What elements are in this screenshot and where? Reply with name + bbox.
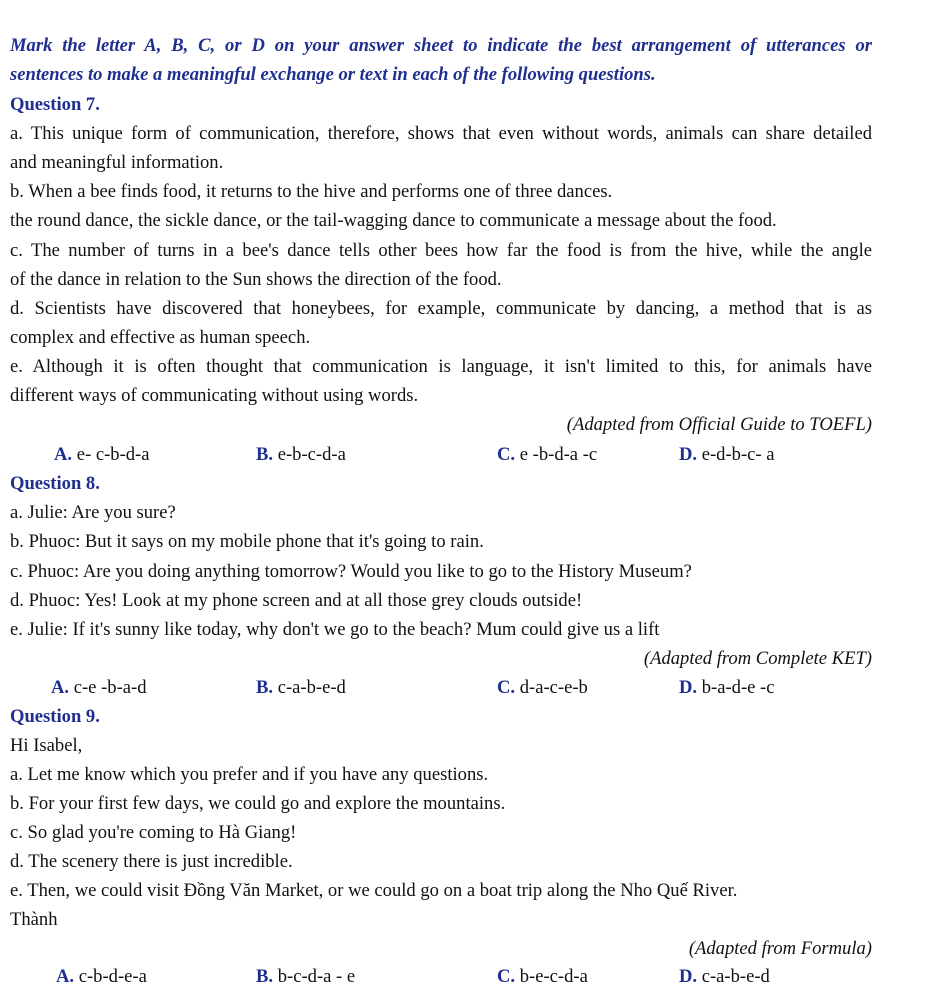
option-text: e -b-d-a -c	[519, 444, 598, 465]
q7-line-b1: b. When a bee finds food, it returns to the hive and performs one of three dances.	[10, 181, 613, 202]
q7-option-b[interactable]	[256, 444, 346, 466]
q7-line-b2: the round dance, the sickle dance, or the tail-wagging dance to communicate a message about the food.	[10, 210, 777, 231]
q7-source: (Adapted from Official Guide to TOEFL)	[566, 414, 872, 435]
option-text: c-e -b-a-d	[73, 677, 147, 698]
q8-line-e: e. Julie: If it's sunny like today, why don't we go to the beach? Mum could give us a lift	[10, 619, 660, 640]
option-letter: C.	[497, 444, 516, 465]
q8-line-b: b. Phuoc: But it says on my mobile phone that it's going to rain.	[10, 531, 484, 552]
q9-option-d[interactable]	[679, 966, 770, 988]
q8-line-c: c. Phuoc: Are you doing anything tomorrow? Would you like to go to the History Museum?	[10, 561, 692, 582]
q7-line-e2: different ways of communicating without using words.	[10, 385, 419, 406]
option-text: b-c-d-a - e	[277, 966, 356, 987]
question-7-title: Question 7.	[10, 94, 100, 115]
q7-option-c[interactable]	[497, 444, 597, 466]
option-text: e-b-c-d-a	[277, 444, 346, 465]
q7-option-a[interactable]	[54, 444, 150, 466]
q7-line-d1: d. Scientists have discovered that honeybees, for example, communicate by dancing, a method that is as	[10, 298, 872, 319]
option-letter: D.	[679, 444, 698, 465]
q7-line-c2: of the dance in relation to the Sun shows the direction of the food.	[10, 269, 502, 290]
option-letter: B.	[256, 677, 274, 698]
q9-signature: Thành	[10, 909, 58, 930]
option-letter: B.	[256, 966, 274, 987]
q8-line-d: d. Phuoc: Yes! Look at my phone screen and at all those grey clouds outside!	[10, 590, 583, 611]
option-letter: A.	[54, 444, 73, 465]
q9-option-c[interactable]	[497, 966, 588, 988]
q9-line-d: d. The scenery there is just incredible.	[10, 851, 293, 872]
q9-source: (Adapted from Formula)	[688, 938, 872, 959]
q9-line-a: a. Let me know which you prefer and if you have any questions.	[10, 764, 489, 785]
q7-option-d[interactable]	[679, 444, 775, 466]
q9-line-b: b. For your first few days, we could go and explore the mountains.	[10, 793, 506, 814]
option-text: e-d-b-c- a	[701, 444, 775, 465]
option-letter: C.	[497, 677, 516, 698]
option-letter: B.	[256, 444, 274, 465]
instruction-line-2: sentences to make a meaningful exchange or text in each of the following questions.	[10, 64, 656, 85]
option-text: c-b-d-e-a	[78, 966, 147, 987]
instruction-line-1: Mark the letter A, B, C, or D on your answer sheet to indicate the best arrangement of utterances or	[10, 35, 872, 56]
q8-option-b[interactable]	[256, 677, 346, 699]
q8-option-a[interactable]	[51, 677, 147, 699]
q7-line-c1: c. The number of turns in a bee's dance tells other bees how far the food is from the hive, while the angle	[10, 240, 872, 261]
q8-line-a: a. Julie: Are you sure?	[10, 502, 176, 523]
option-text: b-e-c-d-a	[519, 966, 588, 987]
q9-greeting: Hi Isabel,	[10, 735, 83, 756]
option-letter: A.	[51, 677, 70, 698]
q9-option-a[interactable]	[56, 966, 147, 988]
q9-option-b[interactable]	[256, 966, 355, 988]
option-letter: D.	[679, 677, 698, 698]
q7-line-a1: a. This unique form of communication, therefore, shows that even without words, animals can share detailed	[10, 123, 872, 144]
q8-source: (Adapted from Complete KET)	[643, 648, 872, 669]
q9-line-c: c. So glad you're coming to Hà Giang!	[10, 822, 297, 843]
q8-option-c[interactable]	[497, 677, 588, 699]
q8-option-d[interactable]	[679, 677, 775, 699]
q7-line-a2: and meaningful information.	[10, 152, 224, 173]
q9-line-e: e. Then, we could visit Đồng Văn Market, or we could go on a boat trip along the Nho Quế River.	[10, 880, 738, 901]
option-text: c-a-b-e-d	[277, 677, 346, 698]
option-text: d-a-c-e-b	[519, 677, 588, 698]
option-letter: A.	[56, 966, 75, 987]
option-text: e- c-b-d-a	[76, 444, 150, 465]
option-letter: D.	[679, 966, 698, 987]
option-text: b-a-d-e -c	[701, 677, 775, 698]
question-8-title: Question 8.	[10, 473, 100, 494]
option-letter: C.	[497, 966, 516, 987]
q7-line-e1: e. Although it is often thought that communication is language, it isn't limited to this, for animals have	[10, 356, 872, 377]
question-9-title: Question 9.	[10, 706, 100, 727]
option-text: c-a-b-e-d	[701, 966, 770, 987]
q7-line-d2: complex and effective as human speech.	[10, 327, 311, 348]
